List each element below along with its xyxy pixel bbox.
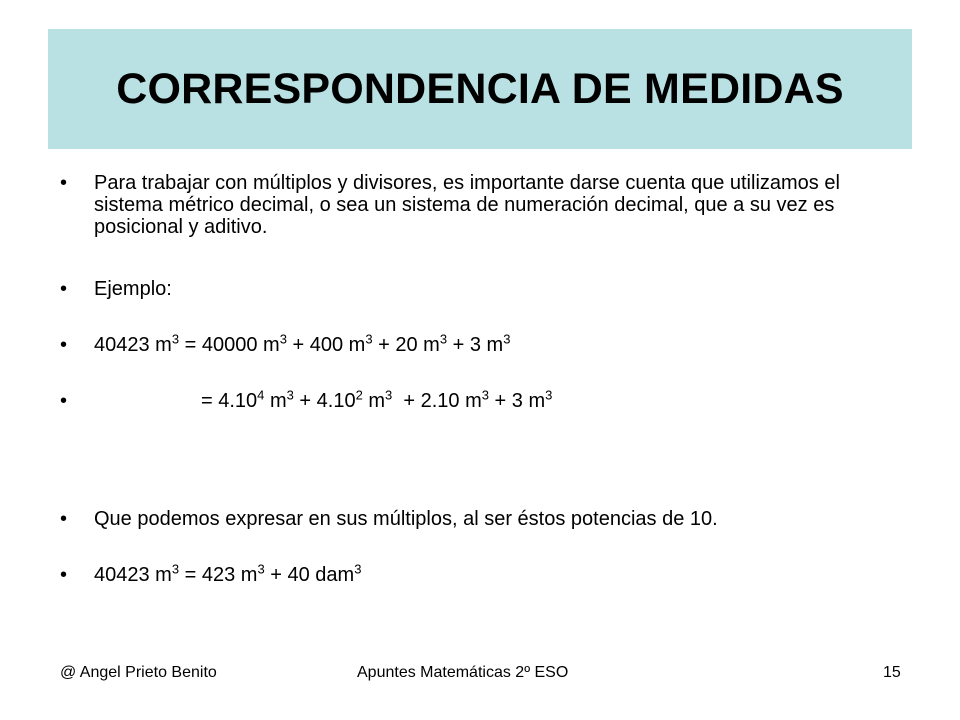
equation-text: 40423 $m^3 = 40000$ $m^3 + 400$ $m^3 + 20$ $m^3 + 3$ $m^3$: [94, 331, 511, 356]
bullet-dot: •: [60, 278, 68, 300]
equation-text: = $4.10^4$ $m^3 + 4.10^2$ $m^3 + 2.10$ $m^3 + 3$ $m^3$: [201, 387, 553, 412]
slide-title: CORRESPONDENCIA DE MEDIDAS: [116, 64, 844, 113]
bullet-dot: •: [60, 508, 68, 530]
bullet-text: Ejemplo:: [94, 278, 172, 300]
bullet-dot: •: [60, 172, 68, 194]
equation-text: 40423 $m^3 = 423$ $m^3 + 40$ dam$^3$: [94, 561, 362, 586]
bullet-dot: •: [60, 390, 68, 412]
title-banner: [48, 29, 912, 149]
bullet-text: Que podemos expresar en sus múltiplos, al ser éstos potencias de 10.: [94, 508, 718, 530]
footer-author: @ Angel Prieto Benito: [60, 664, 217, 681]
footer-course: Apuntes Matemáticas 2º ESO: [357, 664, 569, 681]
bullet-dot: •: [60, 334, 68, 356]
bullet-text: Para trabajar con múltiplos y divisores, es importante darse cuenta que utilizamos el sistema métrico decimal, o sea un sistema de numeración decimal, que a su vez es posicional y aditivo.: [94, 172, 840, 238]
bullet-dot: •: [60, 564, 68, 586]
footer-page-number: 15: [883, 664, 901, 681]
